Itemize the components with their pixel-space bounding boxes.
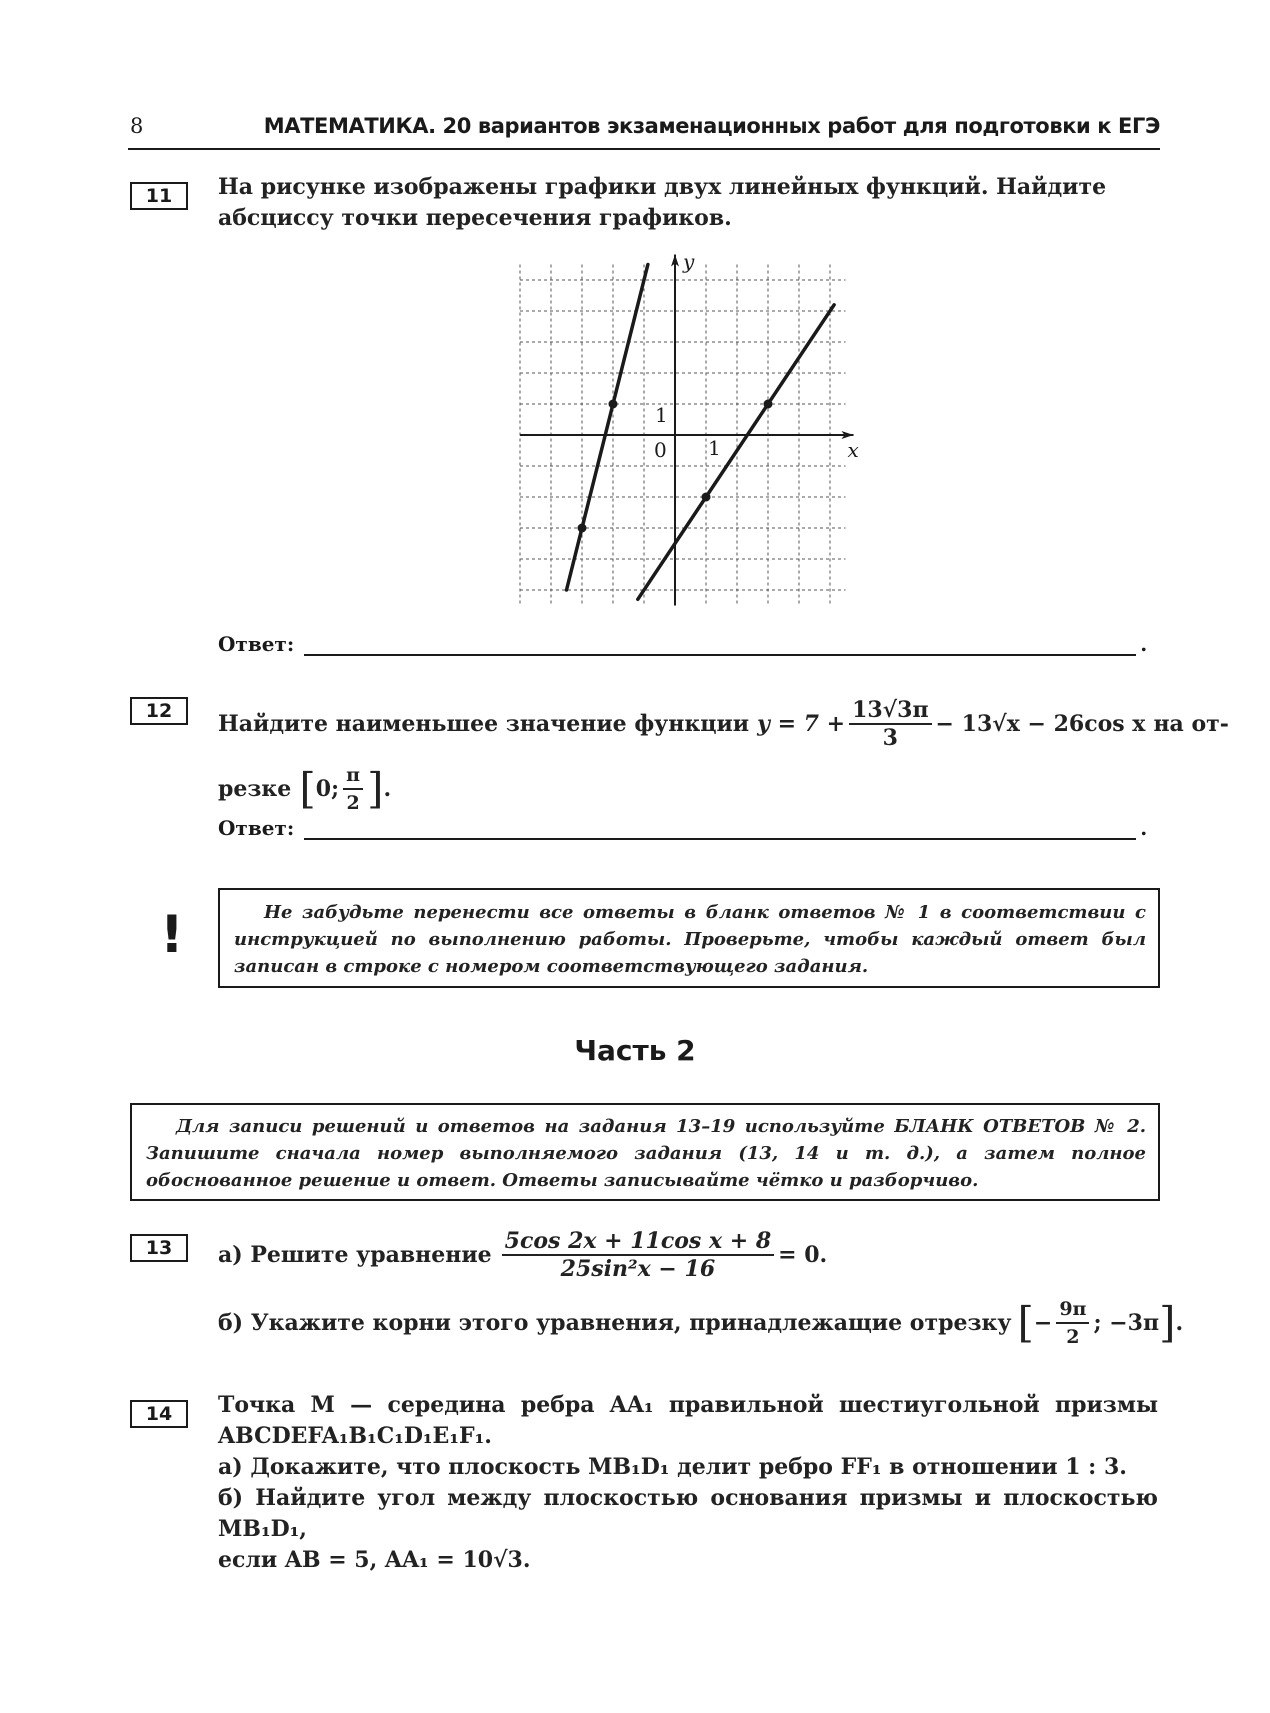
graph-line-2-point xyxy=(702,493,711,502)
graph-line-2-point xyxy=(764,400,773,409)
page-number: 8 xyxy=(130,114,144,138)
notice-box-1: Не забудьте перенести все ответы в бланк ответов № 1 в соответствии с инструкцией по выполнению работы. Проверьте, чтобы каждый ответ был записан в строке с номером соответствующего задания. xyxy=(218,888,1160,988)
task-14-line-3: б) Найдите угол между плоскостью основания призмы и плоскостью MB₁D₁, xyxy=(218,1485,1158,1542)
task-14-line-2: а) Докажите, что плоскость MB₁D₁ делит ребро FF₁ в отношении 1 : 3. xyxy=(218,1454,1127,1480)
right-bracket: ] xyxy=(1159,1298,1176,1347)
task-13-fraction xyxy=(502,1228,775,1282)
graph-axes xyxy=(520,255,854,606)
task-12-line-1 xyxy=(218,697,1229,751)
task-11-answer-row xyxy=(218,632,1147,656)
pi-fraction xyxy=(343,762,363,816)
task-13-a-suffix: = 0. xyxy=(778,1241,828,1268)
pi-denominator: 2 xyxy=(346,792,360,814)
fraction-denominator: 2 xyxy=(1066,1326,1080,1348)
task-13-a-prefix: а) Решите уравнение xyxy=(218,1241,492,1268)
right-bracket: ] xyxy=(367,764,384,813)
origin-label: 0 xyxy=(654,438,667,462)
task-13-part-a xyxy=(218,1228,827,1282)
task-11-text: На рисунке изображены графики двух линейных функций. Найдите абсциссу точки пересечения графиков. xyxy=(218,174,1107,231)
fraction-denominator: 25sin²x − 16 xyxy=(560,1256,716,1282)
task-13-b-prefix: б) Укажите корни этого уравнения, принадлежащие отрезку xyxy=(218,1309,1012,1336)
minus-sign: − xyxy=(1033,1309,1053,1336)
header-rule xyxy=(128,148,1160,150)
task-12-text-after: на от- xyxy=(1153,710,1229,737)
task-12-answer-row xyxy=(218,816,1147,840)
task-14-line-1: Точка M — середина ребра AA₁ правильной шестиугольной призмы ABCDEFA₁B₁C₁D₁E₁F₁. xyxy=(218,1392,1158,1449)
nine-pi-fraction xyxy=(1056,1296,1089,1350)
answer-end: . xyxy=(1140,816,1148,840)
fraction-numerator: 5cos 2x + 11cos x + 8 xyxy=(502,1228,775,1256)
warning-exclamation-icon: ! xyxy=(160,905,184,965)
task-13-part-b xyxy=(218,1296,1183,1350)
interval-end: . xyxy=(383,775,392,802)
task-14-line-4: если AB = 5, AA₁ = 10√3. xyxy=(218,1547,531,1573)
task-13-b-mid: ; −3π xyxy=(1093,1309,1160,1336)
y-axis-label: y xyxy=(683,250,695,274)
notice-box-2: Для записи решений и ответов на задания 13–19 используйте БЛАНК ОТВЕТОВ № 2. Запишите сначала номер выполняемого задания (13, 14 и т. д.), а затем полное обоснованное решение и ответ. Ответы записывайте чётко и разборчиво. xyxy=(130,1103,1160,1201)
task-12-line-2 xyxy=(218,762,391,816)
left-bracket: [ xyxy=(299,764,316,813)
fraction-numerator: 9π xyxy=(1056,1296,1089,1324)
task-12-text-before: Найдите наименьшее значение функции xyxy=(218,710,750,737)
fraction-denominator: 3 xyxy=(882,725,898,751)
left-bracket: [ xyxy=(1017,1298,1034,1347)
graph-line-1-point xyxy=(609,400,618,409)
task-number-13: 13 xyxy=(130,1234,188,1262)
answer-field-11[interactable] xyxy=(304,632,1136,656)
y-tick-label: 1 xyxy=(655,403,668,427)
pi-numerator: π xyxy=(343,762,363,790)
graph-line-2 xyxy=(638,305,834,600)
task-13-b-end: . xyxy=(1175,1309,1184,1336)
task-14-text xyxy=(218,1390,1158,1576)
answer-field-12[interactable] xyxy=(304,816,1136,840)
task-12-fraction xyxy=(849,697,931,751)
task-12-text-mid: − 13√x − 26cos x xyxy=(935,710,1146,737)
graph-labels xyxy=(654,250,859,462)
running-title: МАТЕМАТИКА. 20 вариантов экзаменационных работ для подготовки к ЕГЭ xyxy=(263,114,1160,138)
part-2-title: Часть 2 xyxy=(574,1034,696,1067)
task-number-11: 11 xyxy=(130,182,188,210)
x-tick-label: 1 xyxy=(708,436,721,460)
linear-functions-graph xyxy=(505,250,865,610)
x-axis-label: x xyxy=(847,438,859,462)
fraction-numerator: 13√3π xyxy=(849,697,931,725)
task-12-line2-prefix: резке xyxy=(218,775,292,802)
answer-label: Ответ: xyxy=(218,632,295,656)
task-number-14: 14 xyxy=(130,1400,188,1428)
task-number-12: 12 xyxy=(130,697,188,725)
interval-left: 0; xyxy=(315,775,340,802)
graph-line-1-point xyxy=(578,524,587,533)
answer-label: Ответ: xyxy=(218,816,295,840)
task-12-y-eq: y = 7 + xyxy=(757,710,846,737)
graph-line-1 xyxy=(567,265,648,591)
answer-end: . xyxy=(1140,632,1148,656)
graph-lines xyxy=(567,265,835,600)
